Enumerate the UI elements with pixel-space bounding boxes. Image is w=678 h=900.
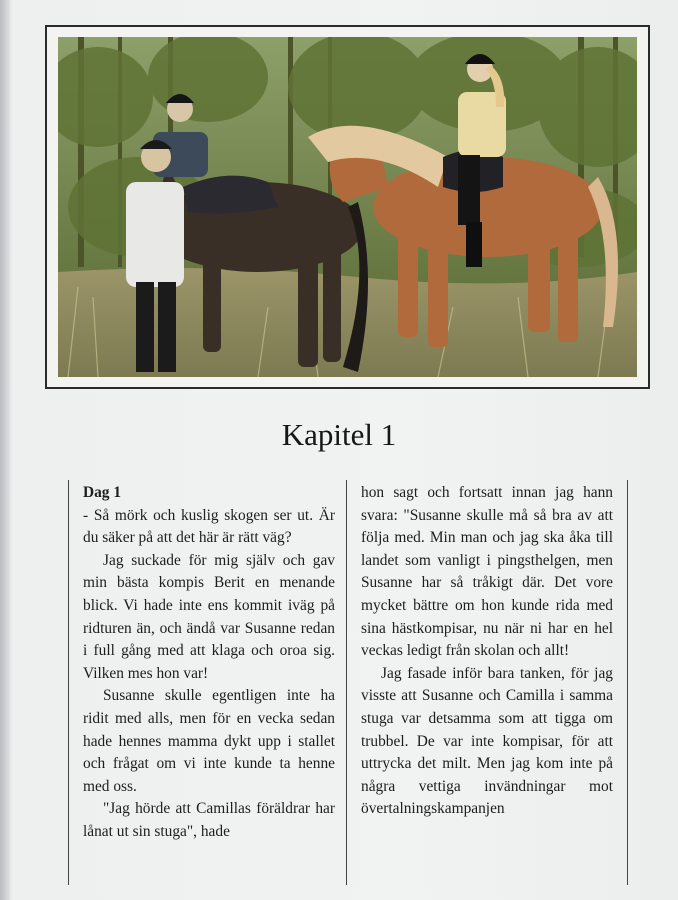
day-heading: Dag 1 — [83, 484, 122, 501]
column-rule-middle — [346, 480, 347, 885]
paragraph: hon sagt och fortsatt innan jag hann svara: "Susanne skulle må så bra av att följa med. Min man och jag ska åka till landet som vanligt i pingsthelgen, men Susanne har så tråkigt där. Det vore mycket bättre om hon kunde rida med sina hästkompisar, nu när ni har en hel veckas ledigt från skolan och allt! — [361, 484, 613, 660]
paragraph: Susanne skulle egentligen inte ha ridit med alls, men för en vecka sedan hade hennes mamma dykt upp i stallet och frågat om vi inte kunde ta henne med oss. — [83, 687, 335, 795]
chapter-title: Kapitel 1 — [281, 417, 397, 452]
horse-riders-photo — [58, 37, 637, 377]
paragraph: "Jag hörde att Camillas föräldrar har lånat ut sin stuga", hade — [83, 800, 335, 840]
photo-illustration — [58, 37, 637, 377]
text-column-left — [83, 482, 335, 844]
paragraph: Jag fasade inför bara tanken, för jag visste att Susanne och Camilla i samma stuga var detsamma som att tigga om trubbel. De var inte kompisar, för att uttrycka det milt. Men jag kom inte på några vettiga invändningar mot övertalningskampanjen — [361, 664, 613, 818]
column-rule-left — [68, 480, 69, 885]
photo-frame — [45, 25, 650, 389]
text-column-right — [361, 482, 613, 821]
paragraph: Jag suckade för mig själv och gav min bästa kompis Berit en menande blick. Vi hade inte ens kommit iväg på ridturen än, och ändå var Susanne redan i full gång med att klaga och oroa sig. Vilken mes hon var! — [83, 551, 335, 682]
column-rule-right — [627, 480, 628, 885]
paragraph: - Så mörk och kuslig skogen ser ut. Är du säker på att det här är rätt väg? — [83, 506, 335, 547]
